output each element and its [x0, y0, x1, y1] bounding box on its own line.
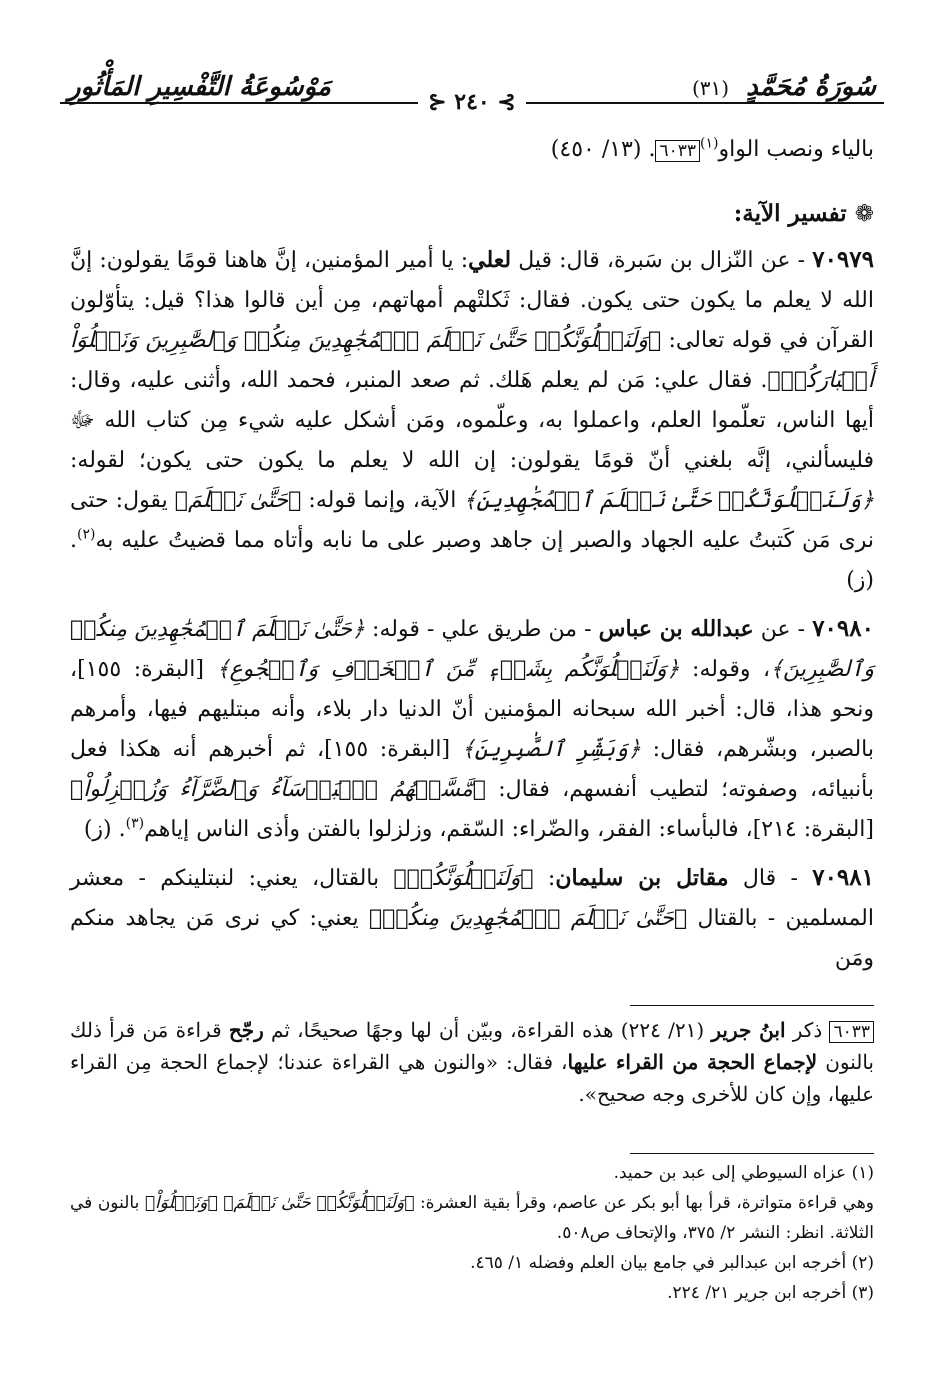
flower-ornament-icon: ❁	[854, 201, 874, 227]
quran-quote: ﴿وَلَنَبۡلُوَنَّكُمۡ حَتَّىٰ نَعۡلَمَ ٱلۡمُجَٰهِدِينَ﴾	[463, 488, 874, 513]
scholar-comment: ٦٠٣٣ ذكر ابنُ جرير (٢١/ ٢٢٤) هذه القراءة، وبيّن أن لها وجهًا صحيحًا، ثم رجّح قراءة مَن قرأ ذلك بالنون لإجماع الحجة من القراء عليها، فقال: «والنون هي القراءة عندنا؛ لإجماع الحجة مِن القراء عليها، وإن كان للأخرى وجه صحيح».	[70, 1018, 875, 1106]
footnote-1: (١) عزاه السيوطي إلى عبد بن حميد.	[613, 1163, 874, 1183]
quran-quote: ﴿وَلَنَبۡلُوَنَّكُمۡ حَتَّىٰ نَعۡلَمَ ٱلۡمُجَٰهِدِينَ مِنكُمۡ وَٱلصَّٰبِرِينَ وَنَبۡلُوَاْ أَخۡبَارَكُمۡ﴾	[70, 328, 874, 393]
narrator-name: لعلي	[468, 247, 512, 273]
entry-number: ٧٠٩٨٠	[812, 615, 874, 642]
narrator-name: مقاتل بن سليمان	[555, 865, 729, 891]
footnotes	[70, 1158, 874, 1308]
scholar-name: ابنُ جرير	[711, 1018, 786, 1042]
surah-name: سُورَةُ مُحَمَّدٍ	[746, 72, 876, 102]
quran-quote: ﴿وَبَشِّرِ ٱلصَّٰبِرِينَ﴾	[461, 737, 641, 762]
entry-number: ٧٠٩٧٩	[812, 246, 874, 273]
hadith-entry-70981: ٧٠٩٨١ - قال مقاتل بن سليمان: ﴿وَلَنَبۡلُوَنَّكُمۡ﴾ بالقتال، يعني: لنبتلينكم - معشر المسلمين - بالقتال ﴿حَتَّىٰ نَعۡلَمَ ٱلۡمُجَٰهِدِينَ مِنكُمۡ﴾ يعني: كي نرى مَن يجاهد منكم ومَن	[70, 864, 874, 971]
footnote-1-cont: وهي قراءة متواترة، قرأ بها أبو بكر عن عاصم، وقرأ بقية العشرة: ﴿وَلَنَبۡلُوَنَّكُمۡ حَتَّىٰ نَعۡلَمَ﴾ ﴿وَنَبۡلُوَاْ﴾ بالنون في الثلاثة. انظر: النشر ٢/ ٣٧٥، والإتحاف ص٥٠٨.	[70, 1193, 874, 1243]
entry-number: ٧٠٩٨١	[812, 864, 874, 891]
quran-quote: ﴿وَلَنَبۡلُوَنَّكُمۡ حَتَّىٰ نَعۡلَمَ﴾	[223, 1193, 415, 1213]
surah-reference: [البقرة: ١٥٥]	[324, 737, 462, 762]
footnote-marker[interactable]: (٣)	[125, 815, 145, 832]
hadith-entry-70979: ٧٠٩٧٩ - عن النّزال بن سَبرة، قال: قيل لعلي: يا أمير المؤمنين، إنَّ هاهنا قومًا يقولون: إنَّ الله لا يعلم ما يكون حتى يكون. فقال: ثَكلتْهم أمهاتهم، مِن أين قالوا هذا؟ قيل: يتأوّلون القرآن في قوله تعالى: ﴿وَلَنَبۡلُوَنَّكُمۡ حَتَّىٰ نَعۡلَمَ ٱلۡمُجَٰهِدِينَ مِنكُمۡ وَٱلصَّٰبِرِينَ وَنَبۡلُوَاْ أَخۡبَارَكُمۡ﴾. فقال علي: مَن لم يعلم هَلك. ثم صعد المنبر، فحمد الله، وأثنى عليه، وقال: أيها الناس، تعلّموا العلم، واعملوا به، وعلّموه، ومَن أشكل عليه شيء مِن كتاب الله ﷻ فليسألني، إنَّه بلغني أنّ قومًا يقولون: إن الله لا يعلم ما يكون حتى يكون؛ لقوله: ﴿وَلَنَبۡلُوَنَّكُمۡ حَتَّىٰ نَعۡلَمَ ٱلۡمُجَٰهِدِينَ﴾ الآية، وإنما قوله: ﴿حَتَّىٰ نَعۡلَمَ﴾ يقول: حتى نرى مَن كَتبتُ عليه الجهاد والصبر إن جاهد وصبر على ما نابه وأتاه مما قضيتُ عليه به$^{(٢)}$. (ز)	[70, 246, 874, 593]
quran-quote: ﴿حَتَّىٰ نَعۡلَمَ﴾	[174, 488, 302, 513]
comment-ref-box[interactable]: ٦٠٣٣	[655, 140, 700, 162]
quran-quote: ﴿مَّسَّتۡهُمُ ٱلۡبَأۡسَآءُ وَٱلضَّرَّآءُ وَزُلۡزِلُواْ﴾	[70, 777, 486, 802]
footnote-3: (٣) أخرجه ابن جرير ٢١/ ٢٢٤.	[667, 1283, 874, 1303]
section-heading	[70, 194, 874, 234]
section-title: تفسير الآية:	[733, 200, 847, 227]
quran-quote: ﴿وَلَنَبۡلُوَنَّكُم بِشَيۡءٖ مِّنَ ٱلۡخَوۡفِ وَٱلۡجُوعِ﴾	[216, 657, 680, 682]
surah-reference: [البقرة: ٢١٤]	[752, 817, 874, 842]
hadith-entry-70980: ٧٠٩٨٠ - عن عبدالله بن عباس - من طريق علي - قوله: ﴿حَتَّىٰ نَعۡلَمَ ٱلۡمُجَٰهِدِينَ مِنكُمۡ وَٱلصَّٰبِرِينَ﴾، وقوله: ﴿وَلَنَبۡلُوَنَّكُم بِشَيۡءٖ مِّنَ ٱلۡخَوۡفِ وَٱلۡجُوعِ﴾ [البقرة: ١٥٥]، ونحو هذا، قال: أخبر الله سبحانه المؤمنين أنّ الدنيا دار بلاء، وأنه مبتليهم فيها، وأمرهم بالصبر، وبشّرهم، فقال: ﴿وَبَشِّرِ ٱلصَّٰبِرِينَ﴾ [البقرة: ١٥٥]، ثم أخبرهم أنه هكذا فعل بأنبيائه، وصفوته؛ لتطيب أنفسهم، فقال: ﴿مَّسَّتۡهُمُ ٱلۡبَأۡسَآءُ وَٱلضَّرَّآءُ وَزُلۡزِلُواْ﴾ [البقرة: ٢١٤]، فالبأساء: الفقر، والضّراء: السّقم، وزلزلوا بالفتن وأذى الناس إياهم$^{(٣)}$. (ز)	[70, 615, 875, 842]
narrator-name: عبدالله بن عباس	[598, 616, 754, 642]
quran-quote: ﴿حَتَّىٰ نَعۡلَمَ ٱلۡمُجَٰهِدِينَ مِنكُمۡ وَٱلصَّٰبِرِينَ﴾	[70, 617, 874, 682]
book-title: مَوْسُوعَةُ التَّفْسِيرِ المَأْثُورِ	[68, 72, 331, 102]
page-number-value: ٢٤٠	[454, 89, 490, 115]
quran-quote: ﴿وَنَبۡلُوَاْ﴾	[144, 1193, 224, 1213]
main-text	[70, 130, 874, 987]
page-number: ⊱ ٢٤٠ ⊰	[0, 89, 944, 115]
footnote-2: (٢) أخرجه ابن عبدالبر في جامع بيان العلم وفضله ١/ ٤٦٥.	[470, 1253, 874, 1273]
footnote-marker[interactable]: (١)	[699, 135, 719, 152]
quran-quote: ﴿حَتَّىٰ نَعۡلَمَ ٱلۡمُجَٰهِدِينَ مِنكُمۡ﴾	[368, 906, 688, 931]
quran-quote: ﴿وَلَنَبۡلُوَنَّكُمۡ﴾	[393, 866, 534, 891]
comment-separator	[630, 1005, 874, 1006]
comment-ref-box[interactable]: ٦٠٣٣	[829, 1021, 874, 1043]
footnote-marker[interactable]: (٢)	[77, 526, 96, 543]
surah-reference: [البقرة: ١٥٥]	[77, 657, 217, 682]
surah-number: (٣١)	[691, 76, 730, 100]
footnote-separator	[630, 1153, 874, 1154]
continuation-line: بالياء ونصب الواو$^{(١)}$٦٠٣٣. (١٣/ ٤٥٠)	[550, 135, 874, 162]
